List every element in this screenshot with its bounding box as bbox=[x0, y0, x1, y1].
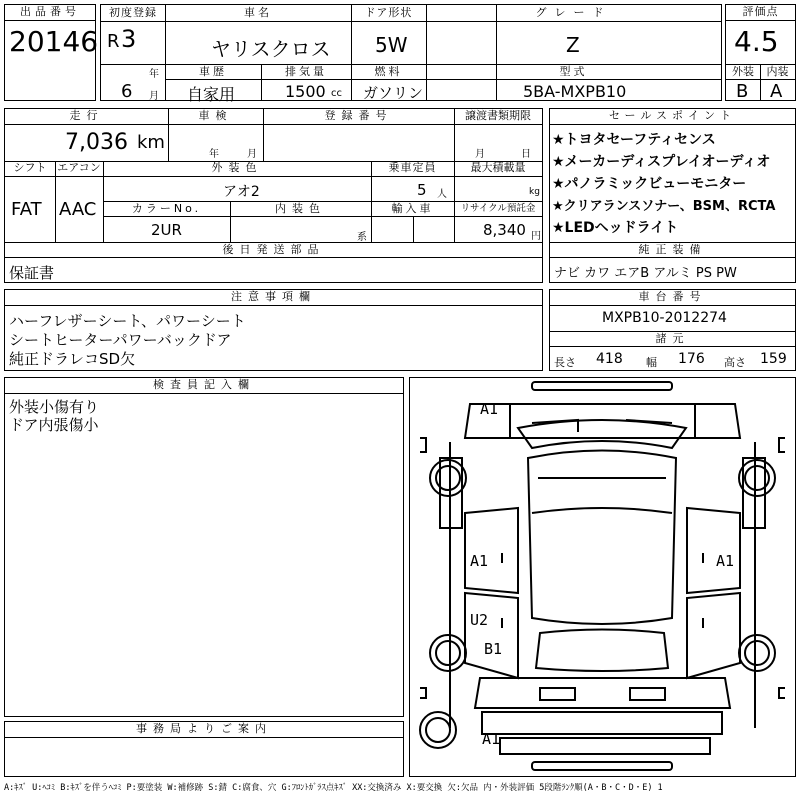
transfer-label: 譲渡書類期限 bbox=[465, 109, 531, 122]
sales-point-1: ★トヨタセーフティセンス bbox=[552, 132, 716, 148]
car-name: ヤリスクロス bbox=[211, 37, 331, 61]
later-parts-label: 後日発送部品 bbox=[222, 243, 325, 256]
transfer-day: 日 bbox=[521, 149, 531, 160]
inspector-box bbox=[4, 377, 404, 717]
equip-value: ナビ カワ エアB アルミ PS PW bbox=[554, 266, 737, 281]
int-grade: A bbox=[770, 81, 783, 102]
first-reg-label: 初度登録 bbox=[109, 6, 157, 19]
car-name-label: 車名 bbox=[244, 6, 272, 19]
ext-label: 外装 bbox=[732, 65, 754, 78]
era: R bbox=[107, 31, 120, 52]
later-parts-value: 保証書 bbox=[9, 264, 55, 282]
inspection-year: 年 bbox=[209, 149, 219, 160]
displacement-value: 1500 bbox=[285, 82, 326, 101]
capacity-value: 5 bbox=[417, 181, 427, 199]
inspector-label: 検査員記入欄 bbox=[5, 378, 403, 394]
fuel-label: 燃料 bbox=[374, 65, 403, 78]
office-label: 事務局よりご案内 bbox=[5, 722, 403, 738]
first-reg-month: 6 bbox=[121, 81, 133, 102]
door-value: 5W bbox=[375, 33, 408, 57]
legend-footer: A:ｷｽﾞ U:ﾍｺﾐ B:ｷｽﾞを伴うﾍｺﾐ P:要塗装 W:補修跡 S:錆 C:腐食、穴 G:ﾌﾛﾝﾄｶﾞﾗｽ点ｷｽﾞ XX:交換済み X:要交換 欠:欠品 内・外装評価 5段階ﾗﾝｸ順(A・B・C・D・E) 1 bbox=[4, 783, 663, 793]
dims-label: 諸元 bbox=[655, 332, 690, 345]
history-label: 車歴 bbox=[199, 65, 227, 78]
ac-label: エアコン bbox=[57, 161, 101, 174]
damage-mark-left-rear: U2 bbox=[470, 611, 489, 629]
width-label: 幅 bbox=[646, 356, 657, 369]
inspection-month: 月 bbox=[247, 149, 257, 160]
sales-label: セールスポイント bbox=[550, 109, 795, 125]
chassis-label: 車台番号 bbox=[550, 290, 795, 306]
inspector-line-2: ドア内張傷小 bbox=[9, 416, 99, 434]
capacity-unit: 人 bbox=[437, 189, 447, 200]
sales-point-3: ★パノラミックビューモニター bbox=[552, 176, 747, 192]
sales-box bbox=[549, 108, 796, 283]
int-color-unit: 系 bbox=[357, 232, 367, 243]
damage-mark-front: A1 bbox=[480, 400, 499, 418]
import-label: 輸入車 bbox=[391, 202, 434, 215]
height-value: 159 bbox=[760, 351, 787, 367]
notes-label: 注意事項欄 bbox=[5, 290, 542, 306]
score-value: 4.5 bbox=[734, 25, 779, 58]
length-label: 長さ bbox=[554, 356, 576, 369]
int-color-label: 内装色 bbox=[275, 202, 326, 215]
displacement-label: 排気量 bbox=[285, 65, 327, 78]
chassis-box bbox=[549, 289, 796, 371]
recycle-value: 8,340 bbox=[483, 221, 526, 239]
mileage-unit: km bbox=[137, 132, 165, 153]
color-no-value: 2UR bbox=[151, 221, 182, 239]
car-diagram bbox=[410, 378, 795, 776]
first-reg-year: 3 bbox=[121, 25, 137, 53]
month-unit: 月 bbox=[149, 91, 159, 102]
year-unit: 年 bbox=[149, 69, 159, 80]
ext-color-label: 外装色 bbox=[211, 161, 263, 174]
door-label: ドア形状 bbox=[364, 6, 413, 19]
lot-box bbox=[4, 4, 99, 101]
ac-value: AAC bbox=[59, 199, 97, 220]
mid-box bbox=[4, 108, 543, 283]
width-value: 176 bbox=[678, 351, 705, 367]
length-value: 418 bbox=[596, 351, 623, 367]
inspector-line-1: 外装小傷有り bbox=[9, 398, 100, 416]
fuel-value: ガソリン bbox=[363, 84, 424, 102]
inspection-label: 車検 bbox=[198, 109, 233, 122]
ext-grade: B bbox=[736, 81, 749, 102]
recycle-unit: 円 bbox=[531, 231, 541, 242]
notes-line-3: 純正ドラレコSD欠 bbox=[9, 350, 136, 368]
mileage-label: 走行 bbox=[69, 109, 104, 122]
car-diagram-box bbox=[409, 377, 796, 777]
model-value: 5BA-MXPB10 bbox=[523, 82, 627, 101]
int-label: 内装 bbox=[766, 65, 789, 78]
recycle-label: リサイクル預託金 bbox=[460, 203, 536, 214]
sales-point-4: ★クリアランスソナー、BSM、RCTA bbox=[552, 199, 776, 214]
equip-label: 純正装備 bbox=[638, 243, 707, 256]
capacity-label: 乗車定員 bbox=[388, 161, 437, 174]
notes-box bbox=[4, 289, 543, 371]
notes-line-1: ハーフレザーシート、パワーシート bbox=[9, 312, 246, 330]
color-no-label: カラーNo. bbox=[131, 202, 202, 215]
reg-no-label: 登録番号 bbox=[324, 109, 393, 122]
main-info-box bbox=[100, 4, 722, 104]
ext-color-value: アオ2 bbox=[223, 184, 260, 200]
grade-value: Z bbox=[566, 33, 580, 57]
load-unit: kg bbox=[529, 187, 540, 197]
score-label: 評価点 bbox=[726, 5, 795, 21]
damage-mark-left-quarter: B1 bbox=[484, 640, 503, 658]
damage-mark-left-door: A1 bbox=[470, 552, 489, 570]
model-label: 型式 bbox=[559, 65, 588, 78]
sales-point-5: ★LEDヘッドライト bbox=[552, 220, 679, 236]
lot-number: 20146 bbox=[9, 25, 99, 58]
score-box bbox=[725, 4, 796, 101]
damage-mark-rear: A1 bbox=[482, 730, 501, 748]
chassis-number: MXPB10-2012274 bbox=[602, 310, 727, 326]
transfer-month: 月 bbox=[475, 149, 485, 160]
history-value: 自家用 bbox=[187, 85, 236, 104]
notes-line-2: シートヒーターパワーバックドア bbox=[9, 331, 232, 349]
damage-mark-right-door: A1 bbox=[716, 552, 735, 570]
shift-label: シフト bbox=[13, 161, 47, 174]
load-label: 最大積載量 bbox=[470, 161, 526, 174]
lot-label: 出品番号 bbox=[5, 5, 95, 21]
office-box bbox=[4, 721, 404, 777]
mileage-value: 7,036 bbox=[65, 130, 128, 155]
sales-point-2: ★メーカーディスプレイオーディオ bbox=[552, 154, 771, 170]
displacement-unit: cc bbox=[331, 88, 342, 99]
grade-label: グレード bbox=[535, 6, 612, 19]
height-label: 高さ bbox=[724, 356, 746, 369]
shift-value: FAT bbox=[11, 199, 42, 220]
